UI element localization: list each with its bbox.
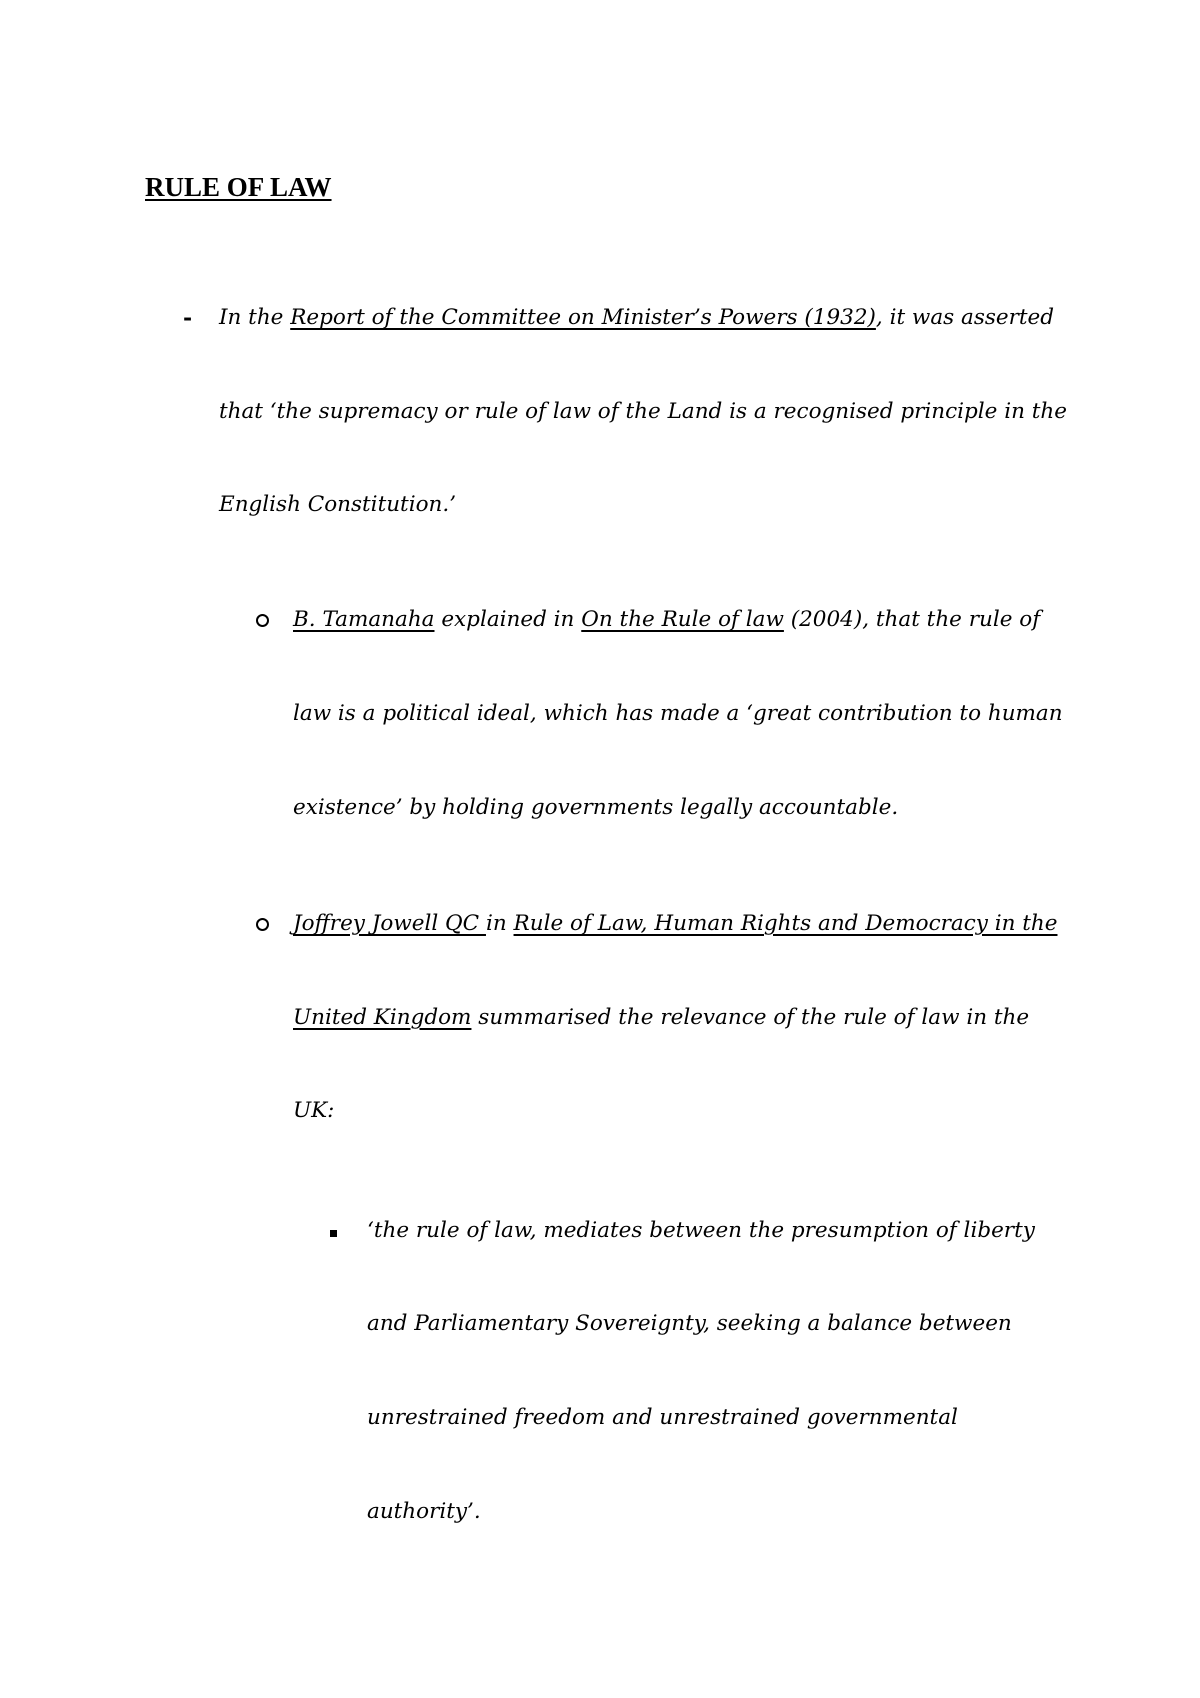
citation-united-kingdom: United Kingdom xyxy=(293,1005,472,1030)
item3-text: in xyxy=(485,911,514,936)
item2-line3: existence’ by holding governments legally accountable. xyxy=(293,795,899,820)
item4-line2: and Parliamentary Sovereignty, seeking a balance between xyxy=(367,1311,1012,1336)
circle-bullet xyxy=(256,614,269,627)
citation-rule-of-law-book: Rule of Law, Human Rights and Democracy in the xyxy=(513,911,1058,936)
page-title: RULE OF LAW xyxy=(145,172,332,202)
item4-line1: ‘the rule of law, mediates between the presumption of liberty xyxy=(367,1218,1035,1243)
item3-line2 xyxy=(293,1003,1029,1033)
item1-line2: that ‘the supremacy or rule of law of the Land is a recognised principle in the xyxy=(219,399,1068,424)
item3-text: summarised the relevance of the rule of law in the xyxy=(471,1005,1030,1030)
citation-on-the-rule-of-law: On the Rule of law xyxy=(581,607,784,632)
item3-line3: UK: xyxy=(293,1098,335,1123)
item1-text: In the xyxy=(219,305,291,330)
item1-line3: English Constitution.’ xyxy=(219,492,457,517)
citation-tamanaha: B. Tamanaha xyxy=(293,607,435,632)
item4-line3: unrestrained freedom and unrestrained governmental xyxy=(367,1405,958,1430)
item2-text: explained in xyxy=(434,607,582,632)
item2-line1 xyxy=(293,605,1040,635)
citation-report-committee: Report of the Committee on Minister’s Powers (1932) xyxy=(290,305,876,330)
dash-bullet: - xyxy=(183,305,193,331)
item2-text: (2004), that the rule of xyxy=(783,607,1041,632)
item1-line1 xyxy=(219,303,1054,333)
item3-line1 xyxy=(293,909,1058,939)
item4-line4: authority’. xyxy=(367,1499,481,1524)
item2-line2: law is a political ideal, which has made a ‘great contribution to human xyxy=(293,701,1063,726)
square-bullet xyxy=(330,1230,337,1237)
circle-bullet xyxy=(256,918,269,931)
citation-jowell: Joffrey Jowell QC xyxy=(293,911,486,936)
item1-text: , it was asserted xyxy=(875,305,1055,330)
